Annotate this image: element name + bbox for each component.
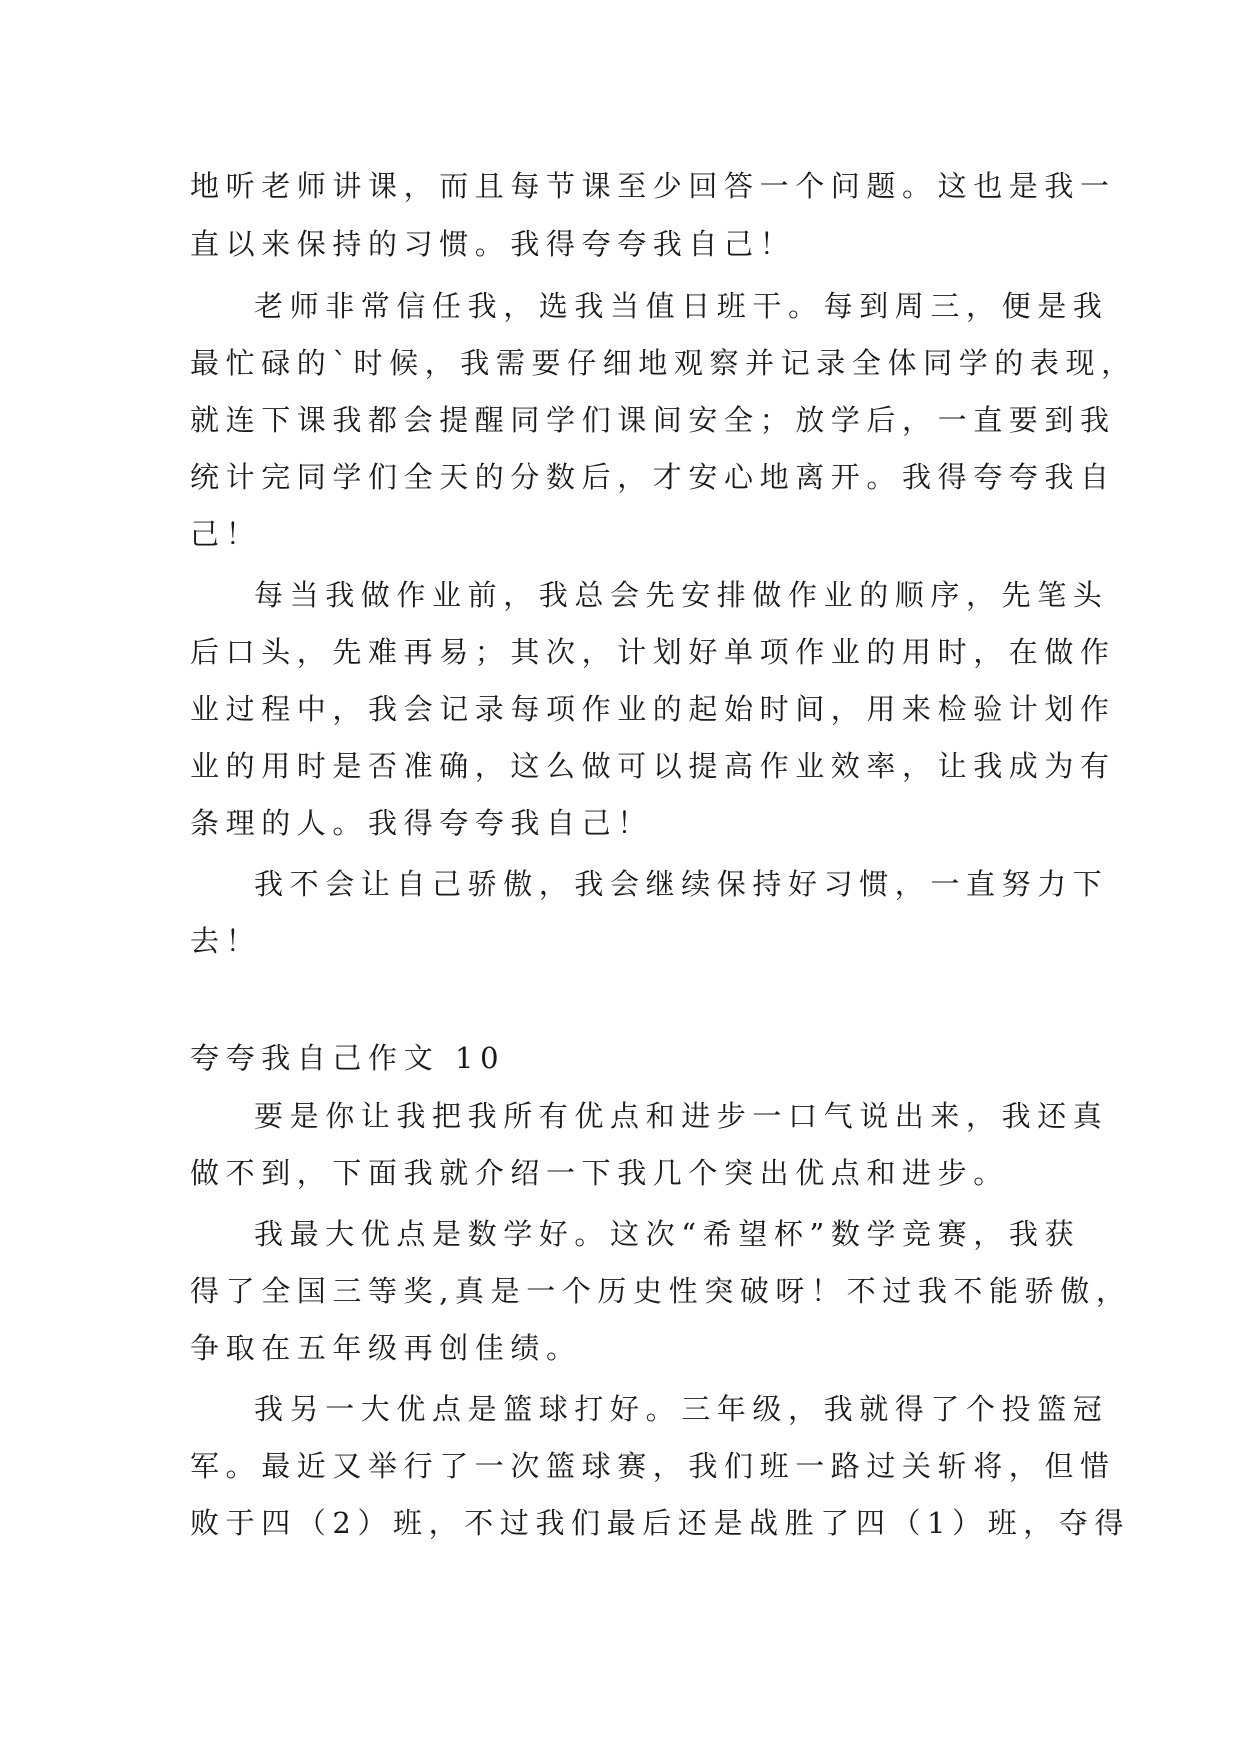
paragraph-first-line: 要是你让我把我所有优点和进步一口气说出来，我还真 xyxy=(254,1099,1109,1133)
paragraph-first-line: 我最大优点是数学好。这次“希望杯”数学竞赛，我获 xyxy=(254,1217,1081,1251)
text-line: 败于四（2）班，不过我们最后还是战胜了四（1）班，夺得 xyxy=(190,1506,1131,1540)
text-line: 业过程中，我会记录每项作业的起始时间，用来检验计划作 xyxy=(190,692,1116,726)
essay-title: 夸夸我自己作文 10 xyxy=(190,1041,506,1075)
text-line: 最忙碌的`时候，我需要仔细地观察并记录全体同学的表现， xyxy=(190,346,1137,380)
text-line: 业的用时是否准确，这么做可以提高作业效率，让我成为有 xyxy=(190,749,1116,783)
paragraph-first-line: 每当我做作业前，我总会先安排做作业的顺序，先笔头 xyxy=(254,578,1109,612)
text-line: 后口头，先难再易；其次，计划好单项作业的用时，在做作 xyxy=(190,635,1116,669)
text-line: 己！ xyxy=(190,517,262,551)
paragraph-first-line: 老师非常信任我，选我当值日班干。每到周三，便是我 xyxy=(254,289,1109,323)
text-line: 得了全国三等奖,真是一个历史性突破呀！不过我不能骄傲， xyxy=(190,1274,1132,1308)
paragraph-first-line: 我另一大优点是篮球打好。三年级，我就得了个投篮冠 xyxy=(254,1392,1109,1426)
text-line: 条理的人。我得夸夸我自己！ xyxy=(190,806,653,840)
text-line: 做不到，下面我就介绍一下我几个突出优点和进步。 xyxy=(190,1156,1009,1190)
text-line: 争取在五年级再创佳绩。 xyxy=(190,1331,582,1365)
text-line: 去！ xyxy=(190,924,262,958)
text-line: 统计完同学们全天的分数后，才安心地离开。我得夸夸我自 xyxy=(190,460,1116,494)
text-line: 军。最近又举行了一次篮球赛，我们班一路过关斩将，但惜 xyxy=(190,1449,1116,1483)
text-line: 就连下课我都会提醒同学们课间安全；放学后，一直要到我 xyxy=(190,403,1116,437)
text-line: 地听老师讲课，而且每节课至少回答一个问题。这也是我一 xyxy=(190,169,1116,203)
text-line: 直以来保持的习惯。我得夸夸我自己！ xyxy=(190,227,796,261)
paragraph-first-line: 我不会让自己骄傲，我会继续保持好习惯，一直努力下 xyxy=(254,867,1109,901)
